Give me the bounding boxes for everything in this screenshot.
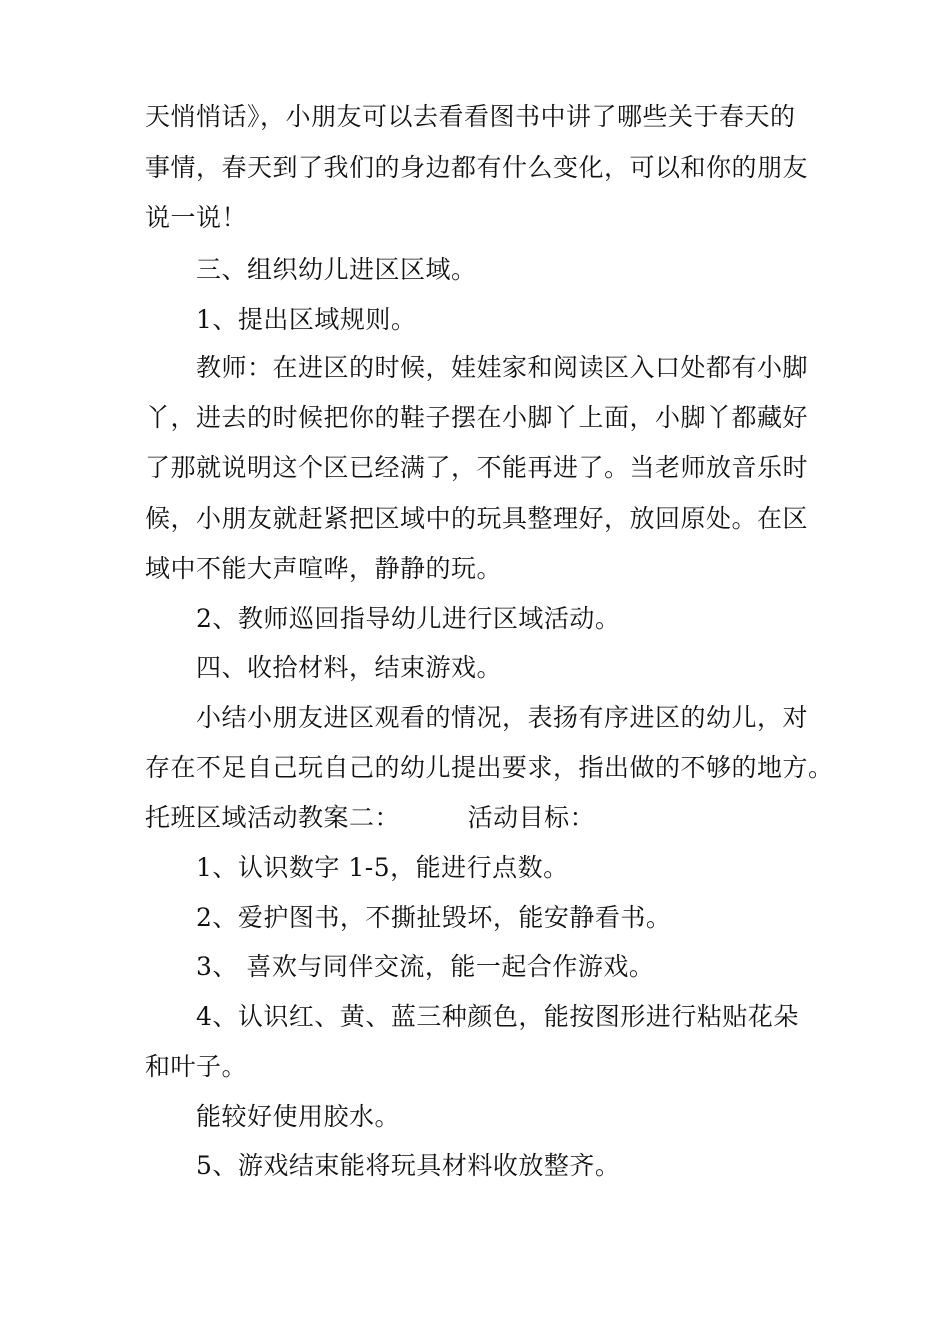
section-heading: 三、组织幼儿进区区域。 bbox=[196, 255, 477, 284]
list-item: 1、提出区域规则。 bbox=[196, 305, 417, 334]
paragraph-line: 能较好使用胶水。 bbox=[196, 1102, 401, 1131]
list-item: 2、爱护图书，不撕扯毁坏，能安静看书。 bbox=[196, 903, 672, 932]
paragraph-line: 小结小朋友进区观看的情况，表扬有序进区的幼儿，对 bbox=[196, 703, 809, 732]
list-item: 4、认识红、黄、蓝三种颜色，能按图形进行粘贴花朵 bbox=[196, 1002, 799, 1031]
paragraph-line: 候，小朋友就赶紧把区域中的玩具整理好，放回原处。在区 bbox=[145, 504, 809, 533]
section-heading: 四、收拾材料，结束游戏。 bbox=[196, 653, 503, 682]
paragraph-line: 事情，春天到了我们的身边都有什么变化，可以和你的朋友 bbox=[145, 153, 809, 182]
paragraph-line: 说一说！ bbox=[145, 203, 248, 232]
list-item: 3、 喜欢与同伴交流，能一起合作游戏。 bbox=[196, 952, 655, 981]
paragraph-line: 了那就说明这个区已经满了，不能再进了。当老师放音乐时 bbox=[145, 453, 809, 482]
paragraph-line: 丫，进去的时候把你的鞋子摆在小脚丫上面，小脚丫都藏好 bbox=[145, 403, 809, 432]
paragraph-line: 域中不能大声喧哗，静静的玩。 bbox=[145, 554, 503, 583]
list-item: 2、教师巡回指导幼儿进行区域活动。 bbox=[196, 604, 621, 633]
paragraph-line: 教师：在进区的时候，娃娃家和阅读区入口处都有小脚 bbox=[196, 353, 809, 382]
paragraph-line: 和叶子。 bbox=[145, 1052, 248, 1081]
paragraph-line: 存在不足自己玩自己的幼儿提出要求，指出做的不够的地方。 bbox=[145, 753, 834, 782]
list-item: 5、游戏结束能将玩具材料收放整齐。 bbox=[196, 1151, 621, 1180]
paragraph-line: 天悄悄话》，小朋友可以去看看图书中讲了哪些关于春天的 bbox=[145, 102, 796, 131]
section-heading: 托班区域活动教案二： 活动目标： bbox=[145, 803, 596, 832]
list-item: 1、认识数字 1-5，能进行点数。 bbox=[196, 853, 569, 882]
